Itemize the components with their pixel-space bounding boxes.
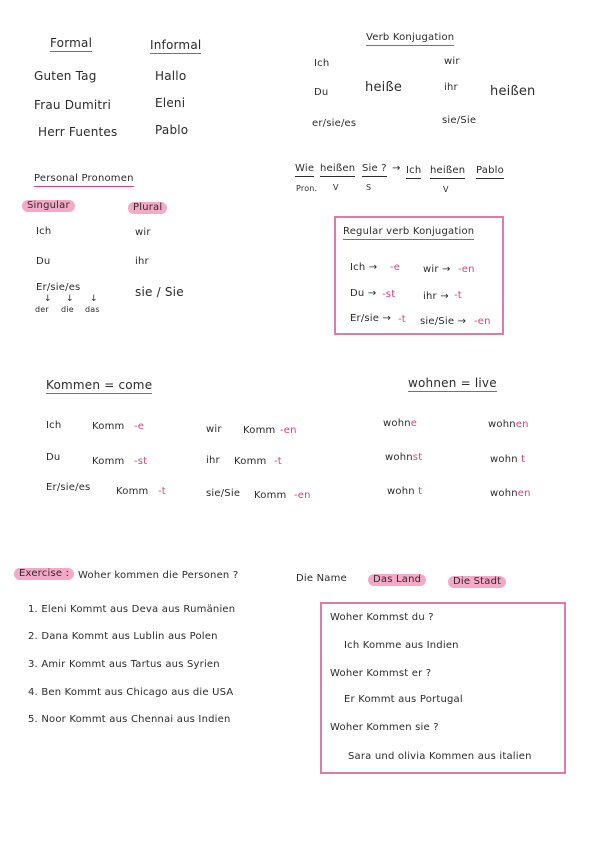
wohnen-cell — [383, 418, 417, 430]
regular-ending: -t — [398, 314, 406, 325]
plural-label: Plural — [128, 202, 167, 214]
regular-ending: -en — [474, 316, 491, 327]
kommen-ending: -en — [280, 425, 297, 436]
label-v2: V — [443, 185, 449, 194]
kommen-ending: -t — [158, 486, 166, 497]
singular-item: Du — [36, 256, 51, 267]
exercise-question: Woher kommen die Personen ? — [78, 570, 239, 581]
kommen-ending: -t — [274, 456, 282, 467]
wohnen-ending: en — [515, 419, 529, 430]
regular-pronoun: Ich → — [350, 262, 378, 273]
kommen-heading: Kommen = come — [46, 378, 153, 392]
kommen-stem: Komm — [234, 456, 267, 467]
die-name-label: Die Name — [296, 573, 347, 584]
down-arrow-icon: ↓ — [44, 294, 52, 304]
word-heissen: heißen — [320, 163, 355, 177]
wohnen-stem: wohn — [490, 454, 518, 465]
kommen-pronoun: sie/Sie — [206, 488, 241, 499]
label-v: V — [333, 183, 339, 192]
arrow-icon: → — [392, 163, 401, 174]
article-der: der — [35, 305, 49, 314]
qa-box — [320, 602, 566, 774]
singular-item: Er/sie/es — [36, 282, 81, 293]
wohnen-stem: wohn — [385, 452, 413, 463]
verb-heisse: heiße — [365, 80, 403, 95]
word-heissen2: heißen — [430, 165, 465, 179]
wohnen-heading: wohnen = live — [408, 376, 497, 390]
wohnen-ending: en — [517, 488, 531, 499]
kommen-stem: Komm — [243, 425, 276, 436]
wohnen-ending: e — [410, 418, 418, 429]
qa-question: Woher Kommst du ? — [330, 612, 434, 623]
plural-item: ihr — [135, 256, 149, 267]
formal-heading: Formal — [50, 36, 93, 50]
wohnen-stem: wohn — [490, 488, 518, 499]
informal-item: Pablo — [155, 123, 189, 137]
regular-pronoun: Er/sie → — [350, 313, 392, 324]
wohnen-cell — [490, 488, 531, 500]
das-land-label: Das Land — [368, 574, 426, 586]
kommen-ending: -en — [294, 490, 311, 501]
singular-item: Ich — [36, 226, 52, 237]
regular-ending: -en — [458, 264, 475, 275]
word-wie: Wie — [295, 163, 314, 177]
wohnen-cell — [488, 419, 529, 431]
qa-question: Woher Kommen sie ? — [330, 722, 439, 733]
word-ich: Ich — [406, 165, 421, 179]
regular-pronoun: sie/Sie → — [420, 316, 467, 327]
formal-item: Herr Fuentes — [38, 125, 118, 139]
die-stadt-label: Die Stadt — [448, 576, 506, 588]
pronoun-er: er/sie/es — [312, 118, 357, 129]
article-die: die — [61, 305, 74, 314]
pronoun-wir: wir — [444, 56, 460, 67]
wohnen-ending: t — [521, 454, 526, 465]
kommen-pronoun: wir — [206, 424, 222, 435]
kommen-pronoun: ihr — [206, 455, 220, 466]
kommen-ending: -e — [134, 421, 145, 432]
formal-item: Guten Tag — [34, 69, 97, 83]
qa-answer: Er Kommt aus Portugal — [344, 694, 463, 705]
exercise-item: 5. Noor Kommt aus Chennai aus Indien — [28, 714, 231, 725]
plural-item: sie / Sie — [135, 285, 184, 299]
regular-ending: -t — [454, 290, 462, 301]
kommen-stem: Komm — [92, 421, 125, 432]
regular-pronoun: Du → — [350, 288, 377, 299]
wohnen-ending: st — [412, 452, 423, 463]
regular-pronoun: ihr → — [423, 291, 449, 302]
down-arrow-icon: ↓ — [66, 294, 74, 304]
wohnen-stem: wohn — [387, 486, 415, 497]
wohnen-stem: wohn — [383, 418, 411, 429]
plural-item: wir — [135, 227, 151, 238]
exercise-item: 3. Amir Kommt aus Tartus aus Syrien — [28, 659, 220, 670]
word-sie: Sie ? — [362, 163, 387, 177]
exercise-item: 2. Dana Kommt aus Lublin aus Polen — [28, 631, 218, 642]
qa-question: Woher Kommst er ? — [330, 668, 432, 679]
kommen-ending: -st — [134, 456, 148, 467]
kommen-pronoun: Ich — [46, 420, 62, 431]
regular-ending: -st — [382, 289, 396, 300]
regular-pronoun: wir → — [423, 264, 451, 275]
wohnen-cell — [385, 452, 422, 464]
pronoun-du: Du — [314, 87, 329, 98]
kommen-stem: Komm — [116, 486, 149, 497]
exercise-item: 4. Ben Kommt aus Chicago aus die USA — [28, 687, 234, 698]
informal-item: Eleni — [155, 96, 186, 110]
regular-ending: -e — [390, 262, 401, 273]
verb-heissen: heißen — [490, 84, 536, 99]
pronoun-sie: sie/Sie — [442, 115, 477, 126]
formal-item: Frau Dumitri — [34, 98, 111, 112]
regular-konjugation-heading: Regular verb Konjugation — [343, 226, 474, 240]
wohnen-stem: wohn — [488, 419, 516, 430]
informal-heading: Informal — [150, 38, 202, 52]
word-pablo: Pablo — [476, 165, 504, 179]
informal-item: Hallo — [155, 69, 187, 83]
down-arrow-icon: ↓ — [90, 294, 98, 304]
kommen-stem: Komm — [92, 456, 125, 467]
label-s: S — [366, 183, 372, 192]
pronoun-ihr: ihr — [444, 82, 458, 93]
qa-answer: Sara und olivia Kommen aus italien — [348, 751, 532, 762]
wohnen-ending: t — [418, 486, 423, 497]
label-pron: Pron. — [296, 184, 318, 193]
qa-answer: Ich Komme aus Indien — [344, 640, 459, 651]
kommen-stem: Komm — [254, 490, 287, 501]
kommen-pronoun: Er/sie/es — [46, 482, 91, 493]
verb-konjugation-heading: Verb Konjugation — [366, 32, 454, 46]
article-das: das — [85, 305, 100, 314]
wohnen-cell — [490, 454, 525, 466]
pronoun-ich: Ich — [314, 58, 330, 69]
wohnen-cell — [387, 486, 422, 498]
singular-label: Singular — [22, 200, 75, 212]
kommen-pronoun: Du — [46, 452, 61, 463]
exercise-label: Exercise : — [14, 568, 74, 580]
personal-pronomen-heading: Personal Pronomen — [34, 173, 134, 187]
exercise-item: 1. Eleni Kommt aus Deva aus Rumänien — [28, 604, 236, 615]
